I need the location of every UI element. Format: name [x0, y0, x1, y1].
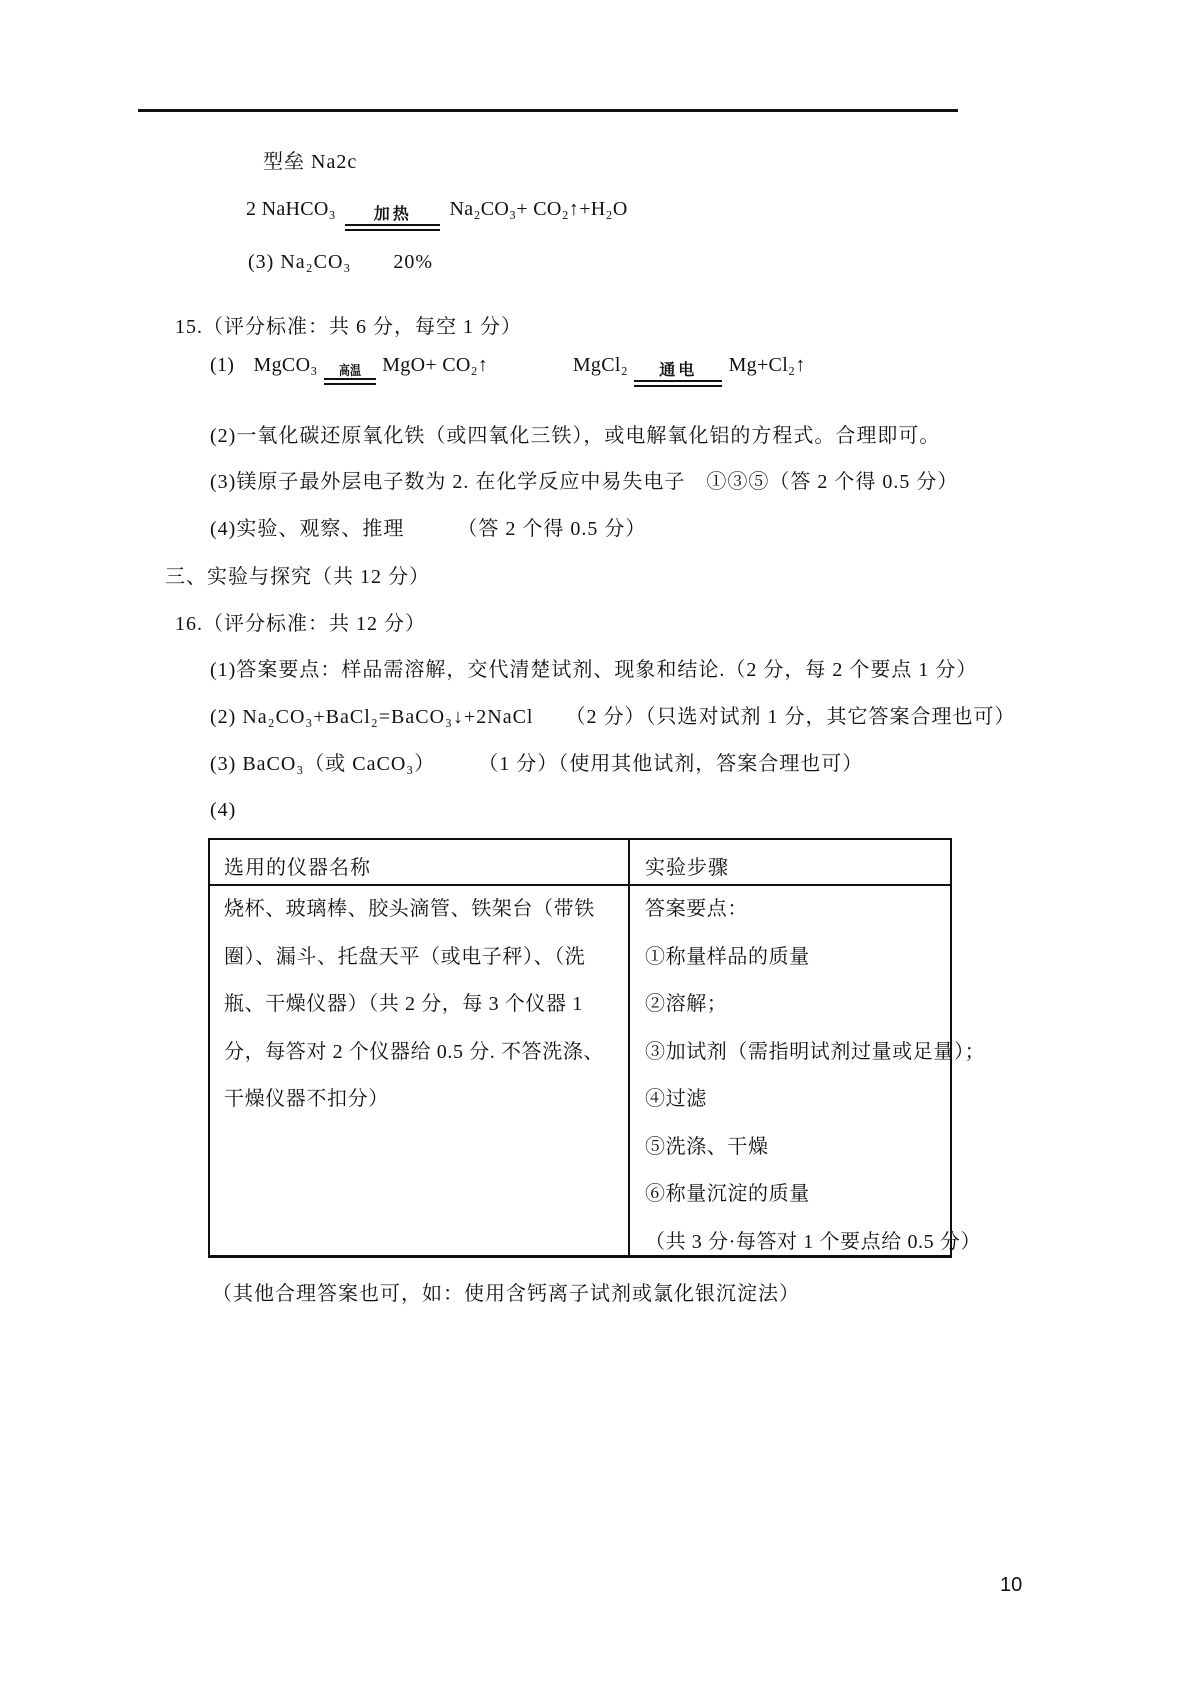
- steps-line: 答案要点：: [645, 898, 748, 920]
- page-number: 10: [1000, 1574, 1023, 1596]
- table-cell-steps: [630, 886, 986, 1255]
- q15-item3-answer: (3)镁原子最外层电子数为 2. 在化学反应中易失电子 ①③⑤（答 2 个得 0.5 分）: [210, 471, 959, 493]
- partial-answer-line: 型垒 Na2c: [263, 151, 358, 173]
- equation-rhs: Na₂CO₃+ CO₂↑+H₂O: [449, 198, 628, 220]
- condition-label: 通电: [659, 362, 698, 379]
- steps-line: ③加试剂（需指明试剂过量或足量）；: [645, 1040, 986, 1063]
- equation2-lhs: MgCl₂: [572, 354, 628, 376]
- equation1-rhs: MgO+ CO₂↑: [382, 354, 489, 376]
- steps-line: ①称量样品的质量: [645, 945, 810, 968]
- q16-item4-label: (4): [210, 799, 237, 821]
- table-footnote: （其他合理答案也可，如：使用含钙离子试剂或氯化银沉淀法）: [212, 1283, 800, 1305]
- header-rule: [138, 109, 958, 112]
- steps-line: ⑤洗涤、干燥: [645, 1135, 769, 1158]
- q15-item2-answer: (2)一氧化碳还原氧化铁（或四氧化三铁），或电解氧化铝的方程式。合理即可。: [210, 425, 941, 447]
- equation-lhs: 2 NaHCO₃: [246, 198, 336, 220]
- q15-title: 15.（评分标准：共 6 分，每空 1 分）: [175, 316, 522, 338]
- q15-item4-answer: (4)实验、观察、推理 （答 2 个得 0.5 分）: [210, 518, 647, 540]
- condition-label: 高温: [338, 363, 361, 378]
- equation1-lhs: MgCO₃: [253, 354, 318, 376]
- q14-item3-answer: (3) Na₂CO₃ 20%: [248, 251, 434, 273]
- condition-label: 加热: [373, 206, 412, 223]
- instruments-line: 烧杯、玻璃棒、胶头滴管、铁架台（带铁: [224, 898, 595, 920]
- reaction-condition-electrolysis: [634, 363, 722, 387]
- q15-item1-equations: [210, 352, 806, 387]
- double-line: [345, 224, 440, 231]
- steps-line: （共 3 分·每答对 1 个要点给 0.5 分）: [645, 1230, 982, 1253]
- q16-title: 16.（评分标准：共 12 分）: [175, 613, 426, 635]
- steps-line: ⑥称量沉淀的质量: [645, 1183, 810, 1205]
- answer-table: [208, 838, 986, 1258]
- reaction-condition-heat: [345, 207, 440, 231]
- instruments-line: 分，每答对 2 个仪器给 0.5 分. 不答洗涤、: [224, 1040, 604, 1063]
- item-label: (1): [210, 354, 235, 376]
- q16-item3-answer: (3) BaCO₃（或 CaCO₃） （1 分）（使用其他试剂，答案合理也可）: [210, 753, 864, 775]
- section3-heading: 三、实验与探究（共 12 分）: [165, 566, 430, 588]
- instruments-line: 干燥仪器不扣分）: [224, 1088, 389, 1110]
- double-line: [634, 380, 722, 387]
- table-cell-instruments: [210, 886, 630, 1255]
- q16-item1-answer: (1)答案要点：样品需溶解，交代清楚试剂、现象和结论.（2 分，每 2 个要点 1 分）: [210, 659, 978, 681]
- table-header-steps: 实验步骤: [630, 840, 950, 886]
- equation2-rhs: Mg+Cl₂↑: [728, 354, 806, 376]
- q16-item2-answer: (2) Na₂CO₃+BaCl₂=BaCO₃↓+2NaCl （2 分）（只选对试剂 1 分，其它答案合理也可）: [210, 706, 1016, 728]
- reaction-condition-high-temp: [324, 364, 376, 385]
- steps-line: ②溶解；: [645, 993, 728, 1015]
- steps-line: ④过滤: [645, 1088, 707, 1110]
- table-header-instruments: 选用的仪器名称: [210, 840, 630, 886]
- double-line: [324, 378, 376, 385]
- instruments-line: 瓶、干燥仪器）（共 2 分，每 3 个仪器 1: [224, 993, 583, 1015]
- instruments-line: 圈）、漏斗、托盘天平（或电子秤）、（洗: [224, 945, 586, 968]
- equation-nahco3-decomposition: [246, 196, 628, 231]
